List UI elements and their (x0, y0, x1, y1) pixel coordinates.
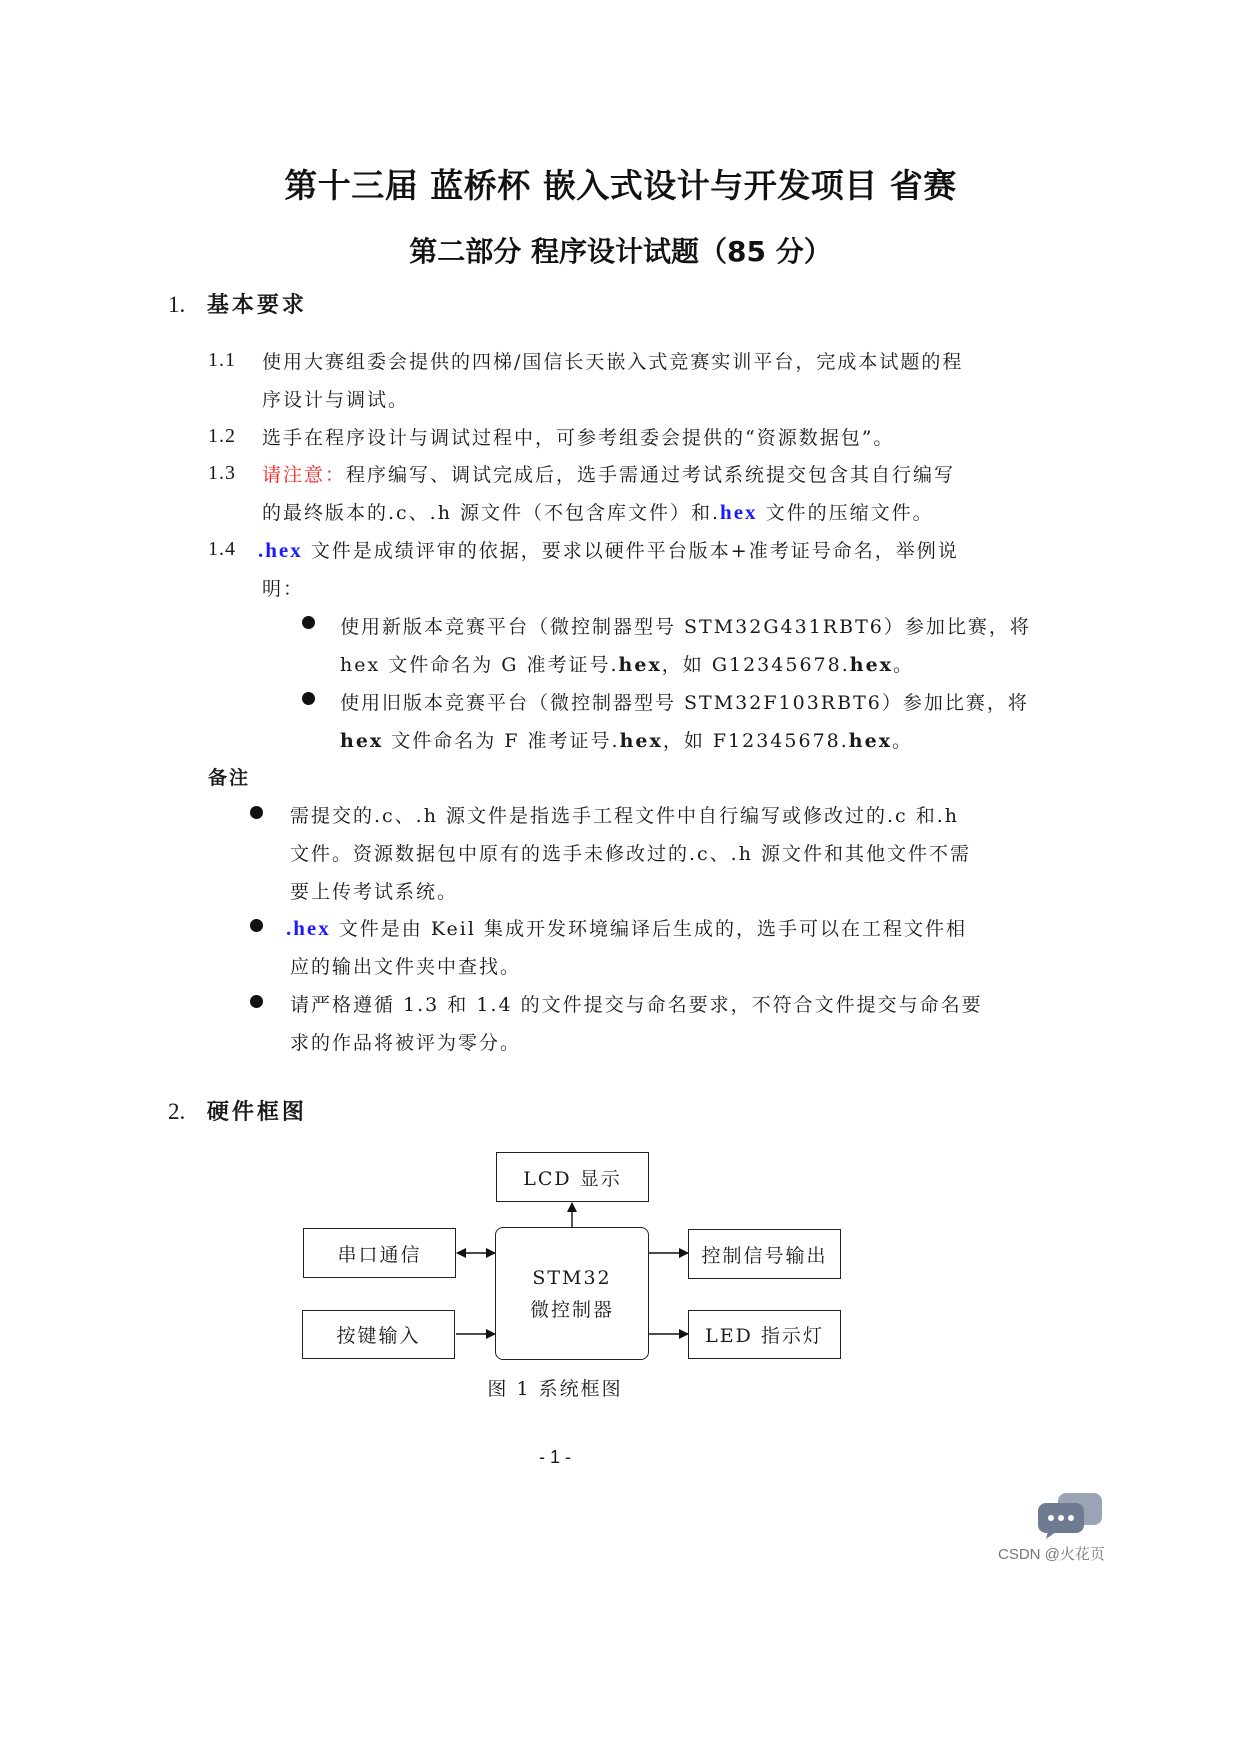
item-1-1-number: 1.1 (208, 349, 236, 371)
bold-hex: hex (618, 654, 662, 676)
bold-hex: hex (848, 730, 893, 752)
item-1-4-text: 文件是成绩评审的依据，要求以硬件平台版本+准考证号命名，举例说 (302, 540, 959, 562)
section2-number: 2. (168, 1099, 186, 1124)
key-input-block: 按键输入 (302, 1310, 455, 1359)
lcd-display-block: LCD 显示 (496, 1152, 649, 1202)
hex-keyword: .hex (286, 916, 331, 940)
control-output-block: 控制信号输出 (688, 1229, 841, 1279)
sub-bullet-2-text-a: 文件命名为 F 准考证号. (383, 730, 620, 752)
watermark-text: CSDN @火花页 (998, 1546, 1105, 1563)
page-number: - 1 - (538, 1447, 571, 1467)
uart-block: 串口通信 (303, 1228, 456, 1278)
item-1-3-number: 1.3 (208, 462, 236, 484)
mcu-block (495, 1227, 649, 1360)
chat-bubble-icon (1038, 1493, 1102, 1539)
notes-heading: 备注 (208, 767, 251, 789)
note-3-line2: 求的作品将被评为零分。 (290, 1032, 522, 1054)
note-1-line1: 需提交的.c、.h 源文件是指选手工程文件中自行编写或修改过的.c 和.h (290, 805, 959, 827)
sub-bullet-2-text-b: ，如 F12345678. (662, 730, 849, 752)
sub-bullet-1-text-c: 。 (892, 654, 914, 676)
sub-bullet-2-line1: 使用旧版本竞赛平台（微控制器型号 STM32F103RBT6）参加比赛，将 (340, 692, 1029, 714)
note-1-line3: 要上传考试系统。 (290, 881, 459, 903)
note-2-line2: 应的输出文件夹中查找。 (290, 956, 522, 978)
bold-hex: hex (619, 730, 663, 752)
figure-caption: 图 1 系统框图 (487, 1378, 623, 1400)
section1-number: 1. (168, 292, 186, 317)
sub-bullet-1-text-a: hex 文件命名为 G 准考证号. (340, 654, 619, 676)
item-1-1-line2: 序设计与调试。 (262, 389, 410, 411)
item-1-1-line1: 使用大赛组委会提供的四梯/国信长天嵌入式竞赛实训平台，完成本试题的程 (262, 351, 964, 373)
item-1-2-line1: 选手在程序设计与调试过程中，可参考组委会提供的“资源数据包”。 (262, 427, 895, 449)
attention-label: 请注意： (262, 464, 347, 486)
hex-keyword: .hex (258, 538, 303, 562)
item-1-4-number: 1.4 (208, 538, 236, 560)
sub-bullet-1-text-b: ，如 G12345678. (661, 654, 850, 676)
item-1-3-line2-tail: 文件的压缩文件。 (757, 502, 934, 524)
item-1-3-text: 程序编写、调试完成后，选手需通过考试系统提交包含其自行编写 (346, 464, 956, 486)
item-1-4-line2: 明： (262, 578, 305, 600)
item-1-3-line2-text: 的最终版本的.c、.h 源文件（不包含库文件）和. (262, 502, 721, 524)
hex-keyword: hex (720, 500, 758, 524)
document-title: 第十三届 蓝桥杯 嵌入式设计与开发项目 省赛 (284, 166, 957, 205)
section2-title: 硬件框图 (206, 1099, 307, 1125)
document-subtitle: 第二部分 程序设计试题（85 分） (409, 235, 832, 268)
bold-hex: hex (340, 730, 384, 752)
sub-bullet-1-line1: 使用新版本竞赛平台（微控制器型号 STM32G431RBT6）参加比赛，将 (340, 616, 1031, 638)
note-2-text: 文件是由 Keil 集成开发环境编译后生成的，选手可以在工程文件相 (330, 918, 967, 940)
note-1-line2: 文件。资源数据包中原有的选手未修改过的.c、.h 源文件和其他文件不需 (290, 843, 971, 865)
note-3-line1: 请严格遵循 1.3 和 1.4 的文件提交与命名要求，不符合文件提交与命名要 (290, 994, 983, 1016)
led-indicator-block: LED 指示灯 (688, 1310, 841, 1359)
section1-title: 基本要求 (206, 292, 307, 318)
sub-bullet-2-text-c: 。 (892, 730, 914, 752)
mcu-label-line1: STM32 (532, 1266, 612, 1289)
bold-hex: hex (849, 654, 893, 676)
mcu-label-line2: 微控制器 (529, 1298, 614, 1321)
item-1-2-number: 1.2 (208, 425, 236, 447)
